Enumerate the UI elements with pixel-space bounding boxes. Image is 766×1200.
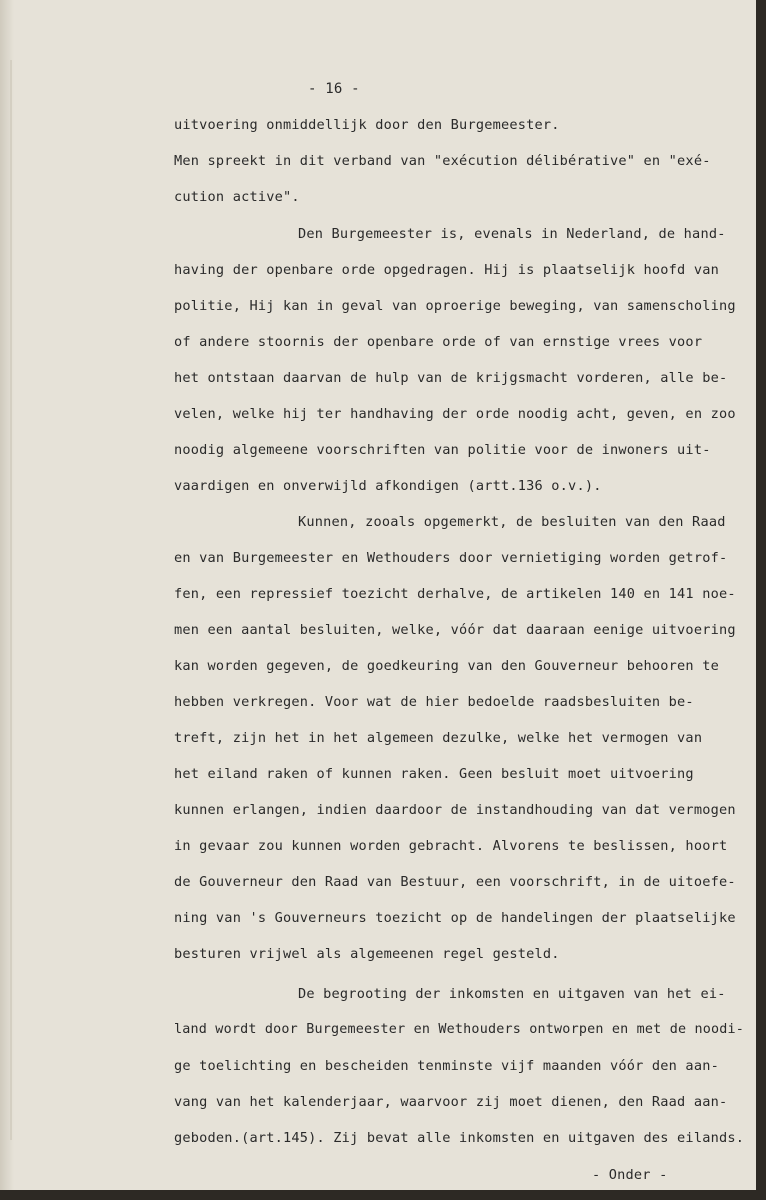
text-line-29: geboden.(art.145). Zij bevat alle inkomsten en uitgaven des eilands. xyxy=(174,1130,745,1146)
catchword: - Onder - xyxy=(592,1167,668,1183)
text-line-13: en van Burgemeester en Wethouders door vernietiging worden getrof- xyxy=(174,550,728,566)
text-line-19: het eiland raken of kunnen raken. Geen besluit moet uitvoering xyxy=(174,766,694,782)
text-line-27: ge toelichting en bescheiden tenminste vijf maanden vóór den aan- xyxy=(174,1058,719,1074)
text-line-8: het ontstaan daarvan de hulp van de krijgsmacht vorderen, alle be- xyxy=(174,370,728,386)
text-line-3: cution active". xyxy=(174,189,300,205)
text-line-23: ning van 's Gouverneurs toezicht op de handelingen der plaatselijke xyxy=(174,910,736,926)
scan-border-right xyxy=(756,0,766,1200)
page-number: - 16 - xyxy=(308,81,360,97)
text-line-24: besturen vrijwel als algemeenen regel gesteld. xyxy=(174,946,560,962)
text-line-10: noodig algemeene voorschriften van politie voor de inwoners uit- xyxy=(174,442,711,458)
text-line-22: de Gouverneur den Raad van Bestuur, een voorschrift, in de uitoefe- xyxy=(174,874,736,890)
text-line-7: of andere stoornis der openbare orde of van ernstige vrees voor xyxy=(174,334,703,350)
text-line-4: Den Burgemeester is, evenals in Nederland, de hand- xyxy=(298,226,726,242)
text-line-5: having der openbare orde opgedragen. Hij is plaatselijk hoofd van xyxy=(174,262,719,278)
text-line-6: politie, Hij kan in geval van oproerige beweging, van samenscholing xyxy=(174,298,736,314)
text-line-26: land wordt door Burgemeester en Wethouders ontworpen en met de noodi- xyxy=(174,1022,745,1037)
text-line-15: men een aantal besluiten, welke, vóór dat daaraan eenige uitvoering xyxy=(174,622,736,638)
text-line-20: kunnen erlangen, indien daardoor de instandhouding van dat vermogen xyxy=(174,802,736,818)
text-line-11: vaardigen en onverwijld afkondigen (artt.136 o.v.). xyxy=(174,478,602,494)
text-line-25: De begrooting der inkomsten en uitgaven van het ei- xyxy=(298,986,726,1002)
text-line-1: uitvoering onmiddellijk door den Burgemeester. xyxy=(174,117,560,133)
text-line-2: Men spreekt in dit verband van "exécution délibérative" en "exé- xyxy=(174,153,711,169)
text-line-28: vang van het kalenderjaar, waarvoor zij moet dienen, den Raad aan- xyxy=(174,1094,728,1110)
text-line-9: velen, welke hij ter handhaving der orde noodig acht, geven, en zoo xyxy=(174,406,736,422)
text-line-21: in gevaar zou kunnen worden gebracht. Alvorens te beslissen, hoort xyxy=(174,838,728,854)
text-line-12: Kunnen, zooals opgemerkt, de besluiten van den Raad xyxy=(298,514,726,530)
text-line-17: hebben verkregen. Voor wat de hier bedoelde raadsbesluiten be- xyxy=(174,694,694,710)
text-line-16: kan worden gegeven, de goedkeuring van den Gouverneur behooren te xyxy=(174,658,719,674)
text-line-18: treft, zijn het in het algemeen dezulke, welke het vermogen van xyxy=(174,730,703,746)
scan-border-bottom xyxy=(0,1190,766,1200)
text-line-14: fen, een repressief toezicht derhalve, de artikelen 140 en 141 noe- xyxy=(174,586,736,602)
